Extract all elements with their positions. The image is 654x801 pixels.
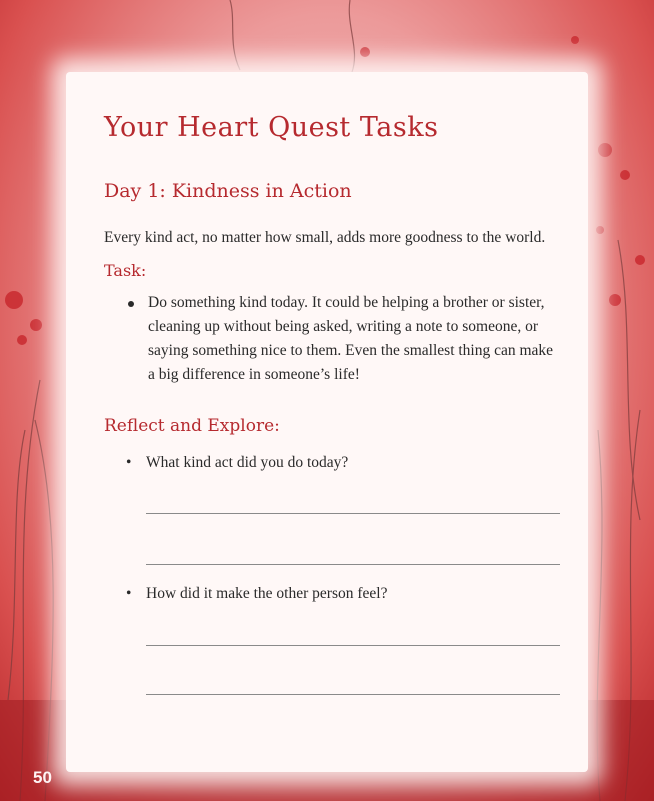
- question-1-text: What kind act did you do today?: [146, 454, 349, 471]
- task-item: [128, 291, 558, 387]
- answer-line-1b[interactable]: [146, 564, 560, 565]
- question-1: [126, 454, 348, 472]
- intro-text: Every kind act, no matter how small, adds more goodness to the world.: [104, 229, 546, 246]
- page-title: Your Heart Quest Tasks: [104, 112, 439, 143]
- reflect-label: Reflect and Explore:: [104, 416, 280, 436]
- page-number: 50: [33, 768, 52, 787]
- task-label: Task:: [104, 261, 147, 280]
- bullet-icon: •: [126, 454, 132, 471]
- answer-line-2a[interactable]: [146, 645, 560, 646]
- question-2: [126, 585, 387, 603]
- bullet-icon: •: [126, 585, 132, 602]
- answer-line-2b[interactable]: [146, 694, 560, 695]
- question-2-text: How did it make the other person feel?: [146, 585, 388, 602]
- task-list: [128, 291, 558, 387]
- answer-line-1a[interactable]: [146, 513, 560, 514]
- task-item-text: Do something kind today. It could be helping a brother or sister, cleaning up without being asked, writing a note to someone, or saying something nice to them. Even the smallest thing can make a big difference in someone’s life!: [148, 294, 554, 383]
- bullet-icon: [128, 301, 134, 307]
- day-heading: Day 1: Kindness in Action: [104, 180, 352, 202]
